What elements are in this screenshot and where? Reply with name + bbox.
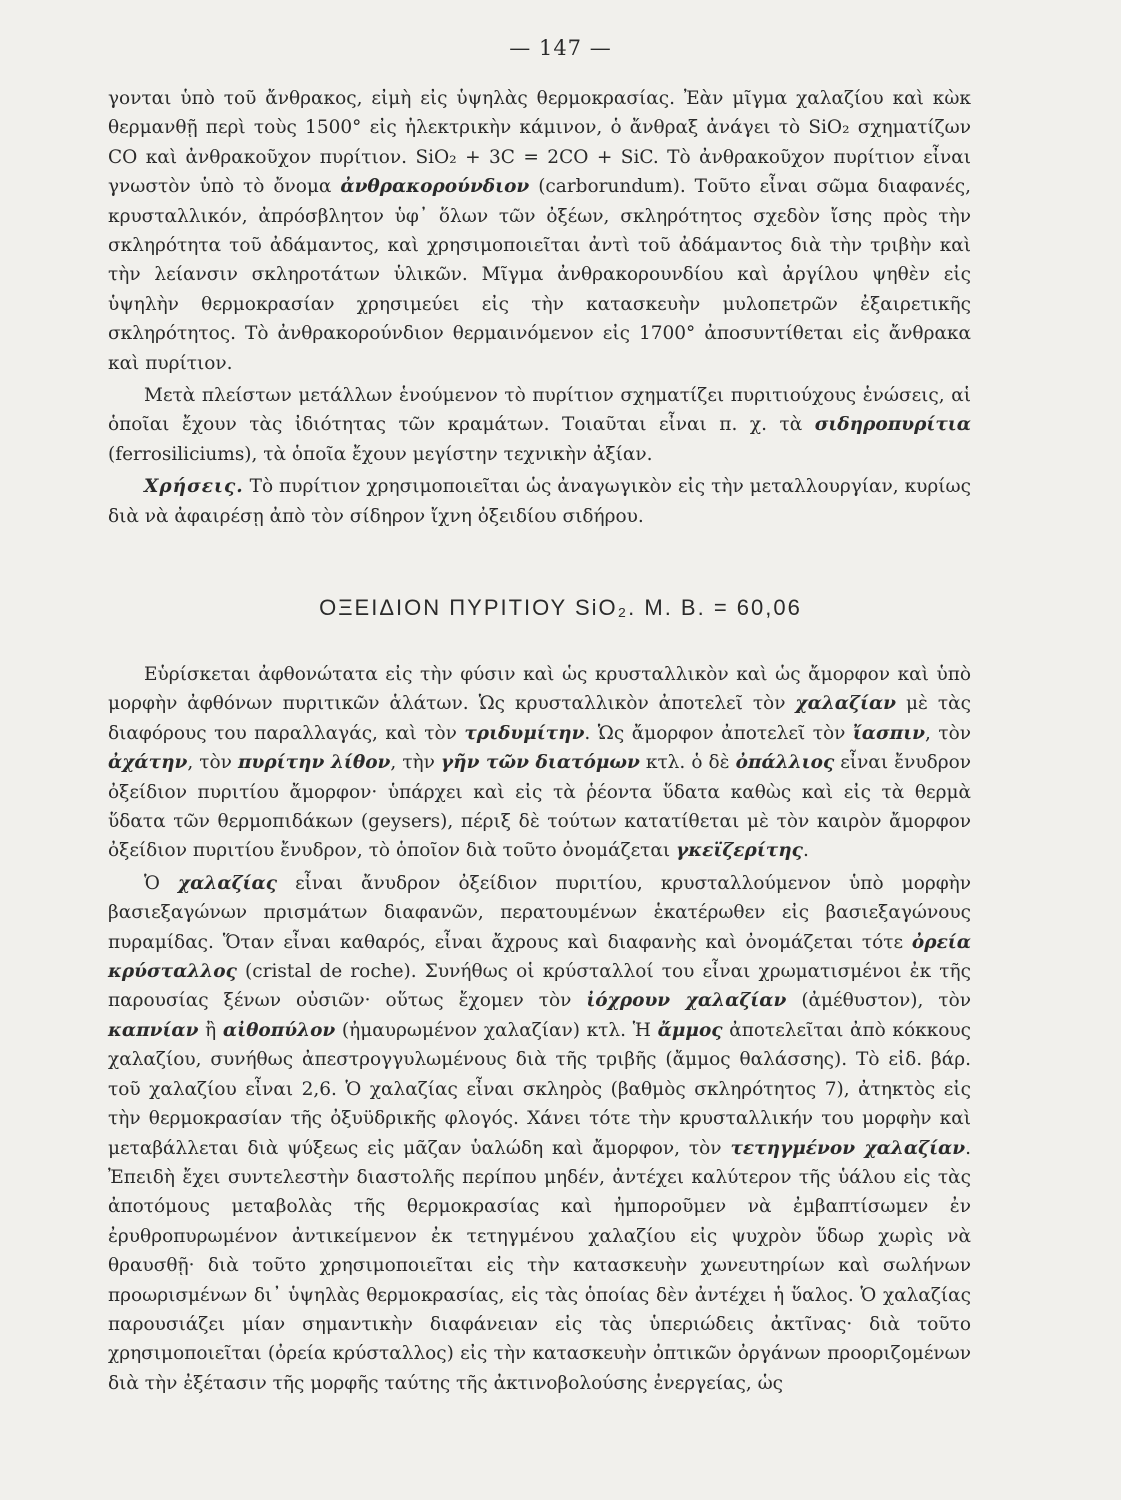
- term-flint: πυρίτην λίθον: [237, 752, 391, 774]
- text-run: .: [802, 840, 809, 862]
- paragraph-occurrence: [108, 660, 971, 866]
- term-amethyst: ἰόχρουν χαλαζίαν: [586, 990, 787, 1012]
- text-run: , τὸν: [925, 722, 971, 744]
- term-geyserite: γκεϊζερίτης: [676, 840, 803, 862]
- term-tridymite: τριδυμίτην: [464, 722, 585, 744]
- page-number: — 147 —: [509, 36, 612, 60]
- text-run: (cristal de roche). Συνήθως οἱ κρύσταλλοί του εἶναι χρωματισμένοι ἐκ τῆς παρουσίας ξένων οὐσιῶν· οὕτως ἔχομεν τὸν: [108, 961, 971, 1012]
- term-carborundum: ἀνθρακορούνδιον: [340, 176, 530, 198]
- text-run: Εὑρίσκεται ἀφθονώτατα εἰς τὴν φύσιν καὶ ὡς κρυσταλλικὸν καὶ ὡς ἄμορφον καὶ ὑπὸ μορφὴν ἀφθόνων πυριτικῶν ἁλάτων. Ὡς κρυσταλλικὸν ἀποτελεῖ τὸν: [108, 664, 971, 715]
- term-smoky-quartz-alt: αἰθοπύλον: [222, 1019, 336, 1041]
- paragraph-silicides: [108, 381, 971, 469]
- text-run: ἀποτελεῖται ἀπὸ κόκκους χαλαζίου, συνήθως ἀπεστρογγυλωμένους διὰ τῆς τριβῆς (ἄμμος θαλάσσης). Τὸ εἰδ. βάρ. τοῦ χαλαζίου εἶναι 2,6. Ὁ χαλαζίας εἶναι σκληρὸς (βαθμὸς σκληρότητος 7), ἀτηκτὸς εἰς τὴν θερμοκρασίαν τῆς ὀξυϋδρικῆς φλογός. Χάνει τότε τὴν κρυσταλλικήν του μορφὴν καὶ μεταβάλλεται διὰ ψύξεως εἰς μᾶζαν ὑαλώδη καὶ ἄμορφον, τὸν: [108, 1019, 971, 1159]
- section-text-block: [108, 660, 971, 1398]
- paragraph-carborundum: [108, 84, 971, 378]
- paragraph-quartz: [108, 869, 971, 1398]
- text-run: , τὸν: [187, 752, 238, 774]
- text-run: εἶναι ἄνυδρον ὀξείδιον πυριτίου, κρυσταλλούμενον ὑπὸ μορφὴν βασιεξαγώνων πρισμάτων διαφανῶν, περατουμένων ἑκατέρωθεν εἰς βασιεξαγώνους πυραμίδας. Ὅταν εἶναι καθαρός, εἶναι ἄχρους καὶ διαφανὴς καὶ ὀνομάζεται τότε: [108, 872, 971, 953]
- term-sand: ἄμμος: [657, 1019, 723, 1041]
- text-run: γονται ὑπὸ τοῦ ἄνθρακος, εἰμὴ εἰς ὑψηλὰς θερμοκρασίας. Ἐὰν μῖγμα χαλαζίου καὶ κὼκ θερμανθῇ περὶ τοὺς 1500° εἰς ἠλεκτρικὴν κάμινον, ὁ ἄνθραξ ἀνάγει τὸ SiO₂ σχηματίζων CO καὶ ἀνθρακοῦχον πυρίτιον. SiO₂ + 3C = 2CO + SiC. Τὸ ἀνθρακοῦχον πυρίτιον εἶναι γνωστὸν ὑπὸ τὸ ὄνομα: [108, 88, 971, 198]
- term-rock-crystal: ὀρεία κρύσταλλος: [108, 931, 971, 983]
- term-quartz: χαλαζίας: [177, 872, 278, 894]
- top-text-block: [108, 84, 971, 531]
- term-agate: ἀχάτην: [108, 752, 188, 774]
- text-run: εἶναι ἔνυδρον ὀξείδιον πυριτίου ἄμορφον· ὑπάρχει καὶ εἰς τὰ ῥέοντα ὕδατα καθὼς καὶ εἰς τὰ θερμὰ ὕδατα τῶν θερμοπιδάκων (geysers), πέριξ δὲ τούτων κατατίθεται μὲ τὸν καιρὸν ἄμορφον ὀξείδιον πυριτίου ἔνυδρον, τὸ ὁποῖον διὰ τοῦτο ὀνομάζεται: [108, 752, 971, 862]
- text-run: μὲ τὰς διαφόρους του παραλλαγάς, καὶ τὸν: [108, 693, 971, 744]
- text-run: (ferrosiliciums), τὰ ὁποῖα ἔχουν μεγίστην τεχνικὴν ἀξίαν.: [108, 443, 653, 465]
- text-run: (ἀμέθυστον), τὸν: [786, 990, 972, 1012]
- term-fused-quartz: τετηγμένον χαλαζίαν: [730, 1137, 966, 1159]
- text-run: (carborundum). Τοῦτο εἶναι σῶμα διαφανές, κρυσταλλικόν, ἀπρόσβλητον ὑφ᾽ ὅλων τῶν ὀξέων, σκληρότητος σχεδὸν ἴσης πρὸς τὴν σκληρότητα τοῦ ἀδάμαντος, καὶ χρησιμοποιεῖται ἀντὶ τοῦ ἀδάμαντος διὰ τὴν τριβὴν καὶ τὴν λείανσιν σκληροτάτων ὑλικῶν. Μῖγμα ἀνθρακορουνδίου καὶ ἀργίλου ψηθὲν εἰς ὑψηλὴν θερμοκρασίαν χρησιμεύει εἰς τὴν κατασκευὴν μυλοπετρῶν ἐξαιρετικῆς σκληρότητος. Τὸ ἀνθρακορούνδιον θερμαινόμενον εἰς 1700° ἀποσυντίθεται εἰς ἄνθρακα καὶ πυρίτιον.: [108, 176, 971, 374]
- text-run: Τὸ πυρίτιον χρησιμοποιεῖται ὡς ἀναγωγικὸν εἰς τὴν μεταλλουργίαν, κυρίως διὰ νὰ ἀφαιρέσῃ ἀπὸ τὸν σίδηρον ἴχνη ὀξειδίου σιδήρου.: [108, 476, 971, 527]
- paragraph-uses: [108, 472, 971, 531]
- text-run: . Ὡς ἄμορφον ἀποτελεῖ τὸν: [584, 722, 853, 744]
- term-quartz: χαλαζίαν: [795, 693, 897, 715]
- term-ferrosilicon: σιδηροπυρίτια: [814, 414, 971, 436]
- term-opal: ὀπάλλιος: [735, 752, 835, 774]
- text-run: Μετὰ πλείστων μετάλλων ἑνούμενον τὸ πυρίτιον σχηματίζει πυριτιούχους ἑνώσεις, αἱ ὁποῖαι ἔχουν τὰς ἰδιότητας τῶν κραμάτων. Τοιαῦται εἶναι π. χ. τὰ: [108, 385, 971, 436]
- text-run: ἢ: [198, 1019, 223, 1041]
- text-run: κτλ. ὁ δὲ: [639, 752, 736, 774]
- uses-heading: Χρήσεις.: [144, 476, 244, 498]
- text-run: . Ἐπειδὴ ἔχει συντελεστὴν διαστολῆς περίπου μηδέν, ἀντέχει καλύτερον τῆς ὑάλου εἰς τὰς ἀποτόμους μεταβολὰς τῆς θερμοκρασίας καὶ ἠμποροῦμεν νὰ ἐμβαπτίσωμεν ἐν ἐρυθροπυρωμένον ἀντικείμενον ἐκ τετηγμένου χαλαζίου εἰς ψυχρὸν ὕδωρ χωρὶς νὰ θραυσθῇ· διὰ τοῦτο χρησιμοποιεῖται εἰς τὴν κατασκευὴν χωνευτηρίων καὶ σωλήνων προωρισμένων δι᾽ ὑψηλὰς θερμοκρασίας, εἰς τὰς ὁποίας δὲν ἀντέχει ἡ ὕαλος. Ὁ χαλαζίας παρουσιάζει μίαν σημαντικὴν διαφάνειαν εἰς τὰς ὑπεριώδεις ἀκτῖνας· διὰ τοῦτο χρησιμοποιεῖται (ὀρεία κρύσταλλος) εἰς τὴν κατασκευὴν ὀπτικῶν ὀργάνων προοριζομένων διὰ τὴν ἐξέτασιν τῆς μορφῆς ταύτης τῆς ἀκτινοβολούσης ἐνεργείας, ὡς: [108, 1137, 971, 1394]
- text-run: , τὴν: [390, 752, 441, 774]
- term-jasper: ἴασπιν: [852, 722, 925, 744]
- text-run: Ὁ: [144, 872, 178, 894]
- text-run: (ἠμαυρωμένον χαλαζίαν) κτλ. Ἡ: [335, 1019, 658, 1041]
- term-smoky-quartz: καπνίαν: [108, 1019, 199, 1041]
- section-heading: ΟΞΕΙΔΙΟΝ ΠΥΡΙΤΙΟΥ SiO₂. M. B. = 60,06: [319, 595, 802, 620]
- term-diatomite: γῆν τῶν διατόμων: [440, 752, 640, 774]
